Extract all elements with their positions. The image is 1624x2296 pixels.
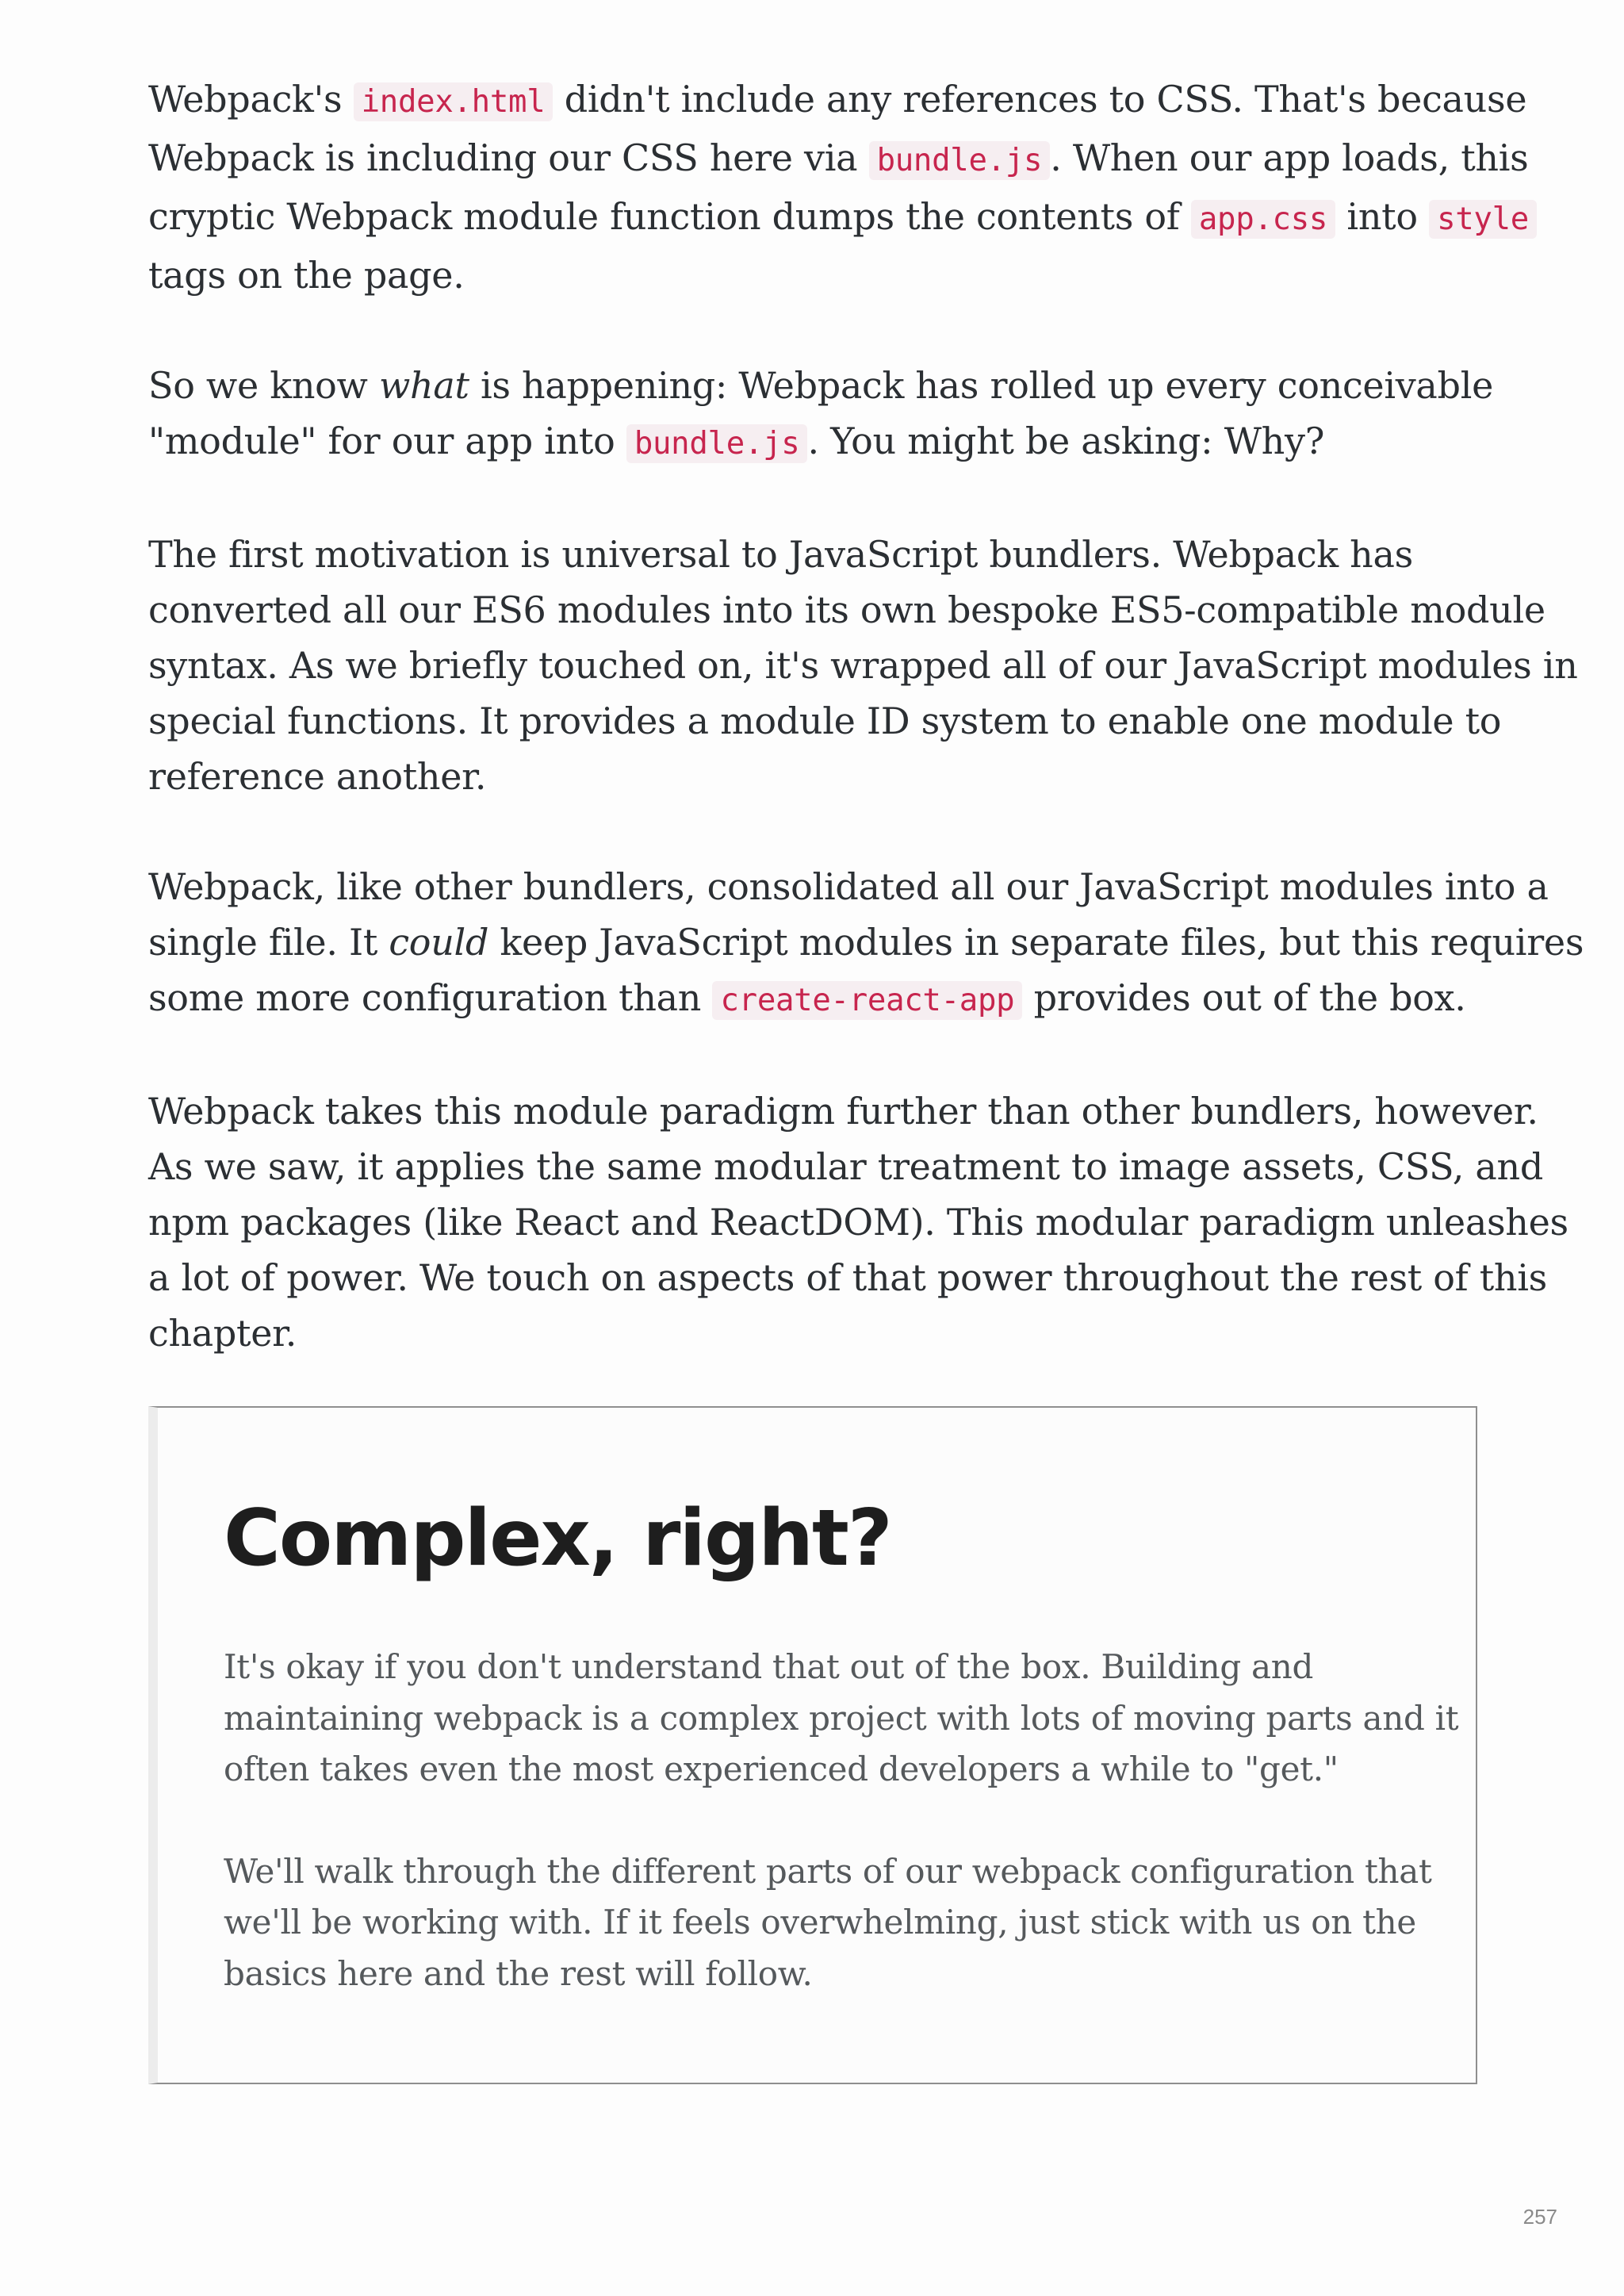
text-run: provides out of the box. xyxy=(1022,976,1466,1019)
text-run: Webpack takes this module paradigm further than other bundlers, however. xyxy=(148,1090,1538,1133)
inline-code: create-react-app xyxy=(712,981,1022,1020)
text-line xyxy=(148,693,1502,749)
text-run: keep JavaScript modules in separate files, but this requires xyxy=(488,921,1584,964)
text-run: chapter. xyxy=(148,1312,297,1355)
text-run: didn't include any references to CSS. That's because xyxy=(553,78,1527,121)
text-line xyxy=(148,358,1494,413)
callout-paragraph xyxy=(224,1846,1445,2000)
text-line: We'll walk through the different parts of our webpack configuration that xyxy=(224,1851,1432,1891)
text-line xyxy=(148,71,1527,130)
text-run: some more configuration than xyxy=(148,976,713,1019)
text-line xyxy=(148,413,1477,472)
text-run: . You might be asking: Why? xyxy=(807,420,1325,462)
text-run: into xyxy=(1335,195,1430,238)
text-line xyxy=(148,749,1477,804)
text-run: a lot of power. We touch on aspects of that power throughout the rest of this xyxy=(148,1256,1547,1299)
inline-code: app.css xyxy=(1191,200,1335,239)
text-run: As we saw, it applies the same modular treatment to image assets, CSS, and xyxy=(148,1145,1543,1188)
text-run: syntax. As we briefly touched on, it's wrapped all of our JavaScript modules in xyxy=(148,644,1578,687)
inline-code: bundle.js xyxy=(626,424,808,463)
text-line xyxy=(148,527,1477,582)
text-line: we'll be working with. If it feels overwhelming, just stick with us on the xyxy=(224,1903,1416,1941)
callout-body xyxy=(224,1642,1459,2050)
paragraph xyxy=(148,358,1494,472)
text-line: basics here and the rest will follow. xyxy=(224,1953,813,1993)
text-line xyxy=(148,1139,1543,1194)
text-run: single file. It xyxy=(148,921,389,964)
paragraph xyxy=(148,71,1529,303)
text-run: tags on the page. xyxy=(148,254,465,297)
paragraph xyxy=(148,527,1578,804)
text-run: So we know xyxy=(148,364,379,407)
inline-code: bundle.js xyxy=(869,141,1051,180)
text-run: Webpack's xyxy=(148,78,354,121)
callout-paragraph xyxy=(224,1642,1459,1796)
text-line xyxy=(148,859,1549,914)
text-line xyxy=(148,970,1477,1029)
callout-title: Complex, right? xyxy=(224,1493,891,1584)
page-number: 257 xyxy=(1522,2205,1557,2229)
text-line xyxy=(148,1194,1568,1250)
text-run: cryptic Webpack module function dumps the contents of xyxy=(148,195,1191,238)
inline-code: style xyxy=(1429,200,1537,239)
text-run: The first motivation is universal to JavaScript bundlers. Webpack has xyxy=(148,533,1413,576)
text-run: is happening: Webpack has rolled up every conceivable xyxy=(469,364,1494,407)
text-run: reference another. xyxy=(148,755,487,798)
text-run: special functions. It provides a module ID system to enable one module to xyxy=(148,700,1502,742)
text-run: "module" for our app into xyxy=(148,420,626,462)
text-line xyxy=(148,1250,1547,1305)
text-line xyxy=(148,582,1545,638)
text-line xyxy=(148,1305,1477,1361)
text-line xyxy=(148,189,1529,247)
callout-box xyxy=(148,1406,1477,2084)
text-run: Webpack, like other bundlers, consolidated all our JavaScript modules into a xyxy=(148,865,1549,908)
text-line: often takes even the most experienced developers a while to "get." xyxy=(224,1750,1339,1788)
text-line: It's okay if you don't understand that out of the box. Building and xyxy=(224,1647,1314,1686)
inline-code: index.html xyxy=(354,82,553,121)
text-run: . When our app loads, this xyxy=(1050,136,1529,179)
text-run: converted all our ES6 modules into its own bespoke ES5-compatible module xyxy=(148,588,1545,631)
text-line xyxy=(148,914,1584,970)
emphasis: what xyxy=(378,364,469,407)
emphasis: could xyxy=(389,921,489,964)
text-line xyxy=(148,1083,1538,1139)
text-line xyxy=(148,130,1529,189)
text-line xyxy=(148,247,1477,303)
paragraph xyxy=(148,1083,1568,1361)
text-line: maintaining webpack is a complex project with lots of moving parts and it xyxy=(224,1698,1459,1738)
text-run: Webpack is including our CSS here via xyxy=(148,136,869,179)
body-text xyxy=(148,71,1584,1416)
paragraph xyxy=(148,859,1584,1029)
text-line xyxy=(148,638,1578,693)
text-run: npm packages (like React and ReactDOM). This modular paradigm unleashes xyxy=(148,1201,1568,1244)
